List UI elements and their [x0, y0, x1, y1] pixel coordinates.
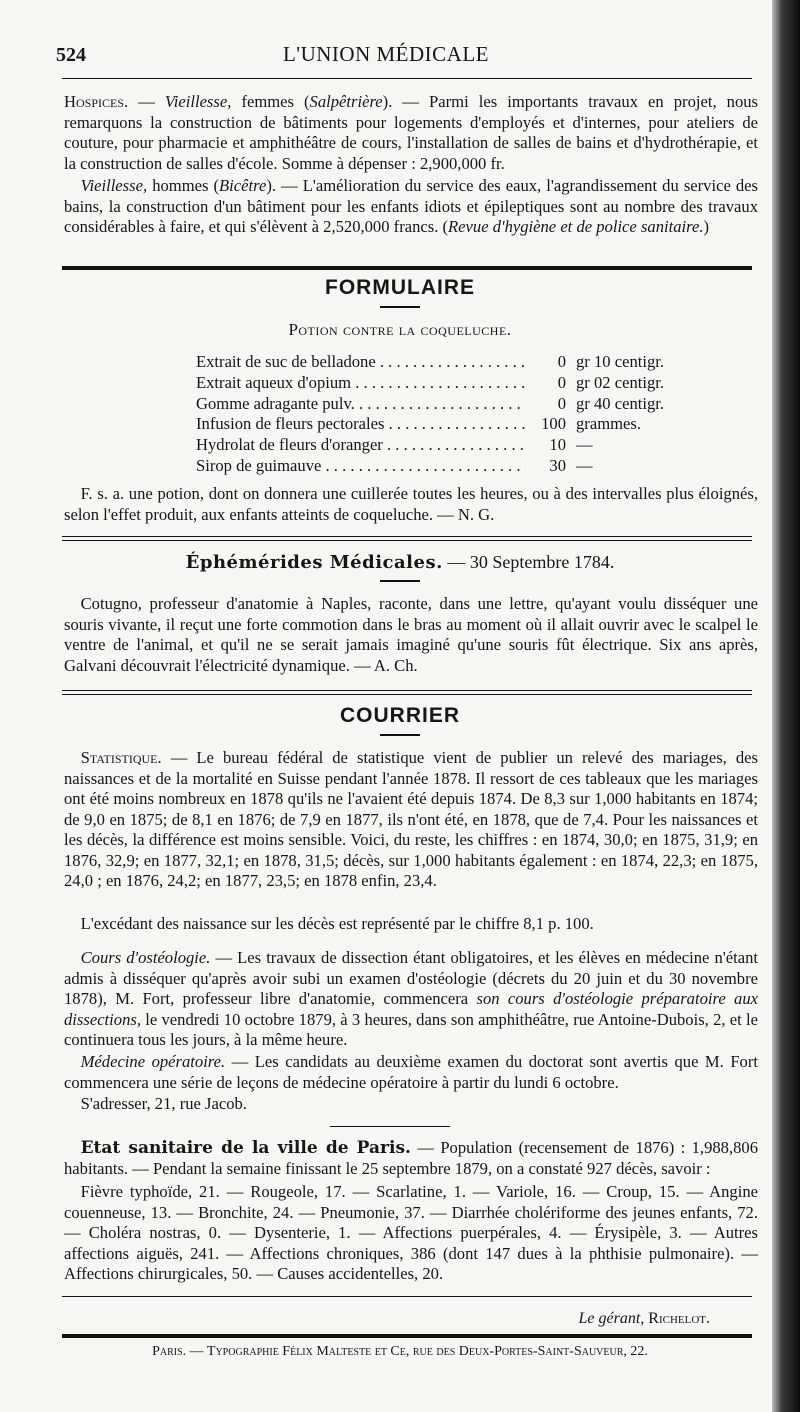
- hospices-place-men: Bicêtre: [219, 176, 267, 195]
- osteologie-text-b: le vendredi 10 octobre 1879, à 3 heures, dans son amphithéâtre, rue Antoine-Dubois, 2, et le continuera tous les jours, à la même heure.: [64, 1009, 758, 1049]
- hospices-source: Revue d'hygiène et de police sanitaire.: [448, 217, 704, 236]
- ingredient-row: [196, 352, 666, 373]
- hospices-text-men-b: ). — L'amélioration du service des eaux, l'agrandissement du service des bains, la construction d'un bâtiment pour les enfants idiots et épileptiques sont au nombre des travaux considérables à faire, et qui s'élèvent à 2,520,000 francs. (: [64, 176, 758, 236]
- medecine-operatoire-address: [64, 1094, 758, 1115]
- ephemerides-text: Cotugno, professeur d'anatomie à Naples, raconte, dans une lettre, qu'ayant voulu disséquer une souris vivante, il reçut une forte commotion dans le bras au moment où il allait ouvrir avec le scalpel le ventre de l'animal, et qu'il ne se serait jamais imaginé qu'une souris fût électrique. Six ans après, Galvani découvrait l'électricité dynamique. — A. Ch.: [64, 594, 758, 675]
- ingredient-unit: —: [576, 455, 593, 475]
- ephemerides-date: — 30 Septembre 1784.: [447, 552, 615, 572]
- ingredient-unit: grammes.: [576, 414, 641, 434]
- osteologie-label: Cours d'ostéologie.: [80, 948, 211, 967]
- ingredient-row: [196, 394, 666, 415]
- osteologie-paragraph: [64, 948, 758, 1051]
- ingredient-qty: 0: [557, 393, 566, 413]
- ingredient-name: Gomme adragante pulv. . . .: [196, 394, 526, 415]
- etat-sanitaire-causes: [64, 1182, 758, 1285]
- formulaire-instructions-text: F. s. a. une potion, dont on donnera une cuillerée toutes les heures, ou à des intervalles plus éloignés, selon l'effet produit, aux enfants atteints de coqueluche. — N. G.: [64, 484, 758, 524]
- etat-sanitaire-text: — Population (recensement de 1876) : 1,988,806 habitants. — Pendant la semaine finissant le 25 septembre 1879, on a constaté 927 décès, savoir :: [64, 1138, 759, 1178]
- ingredient-name: Extrait de suc de belladone . . .: [196, 352, 526, 373]
- hospices-text-women-a: femmes (: [241, 92, 310, 111]
- footer-rule-bottom: [62, 1334, 752, 1338]
- courrier-title: COURRIER: [339, 704, 460, 727]
- ingredient-qty: 0: [557, 352, 566, 371]
- hospices-label: Hospices.: [64, 92, 129, 111]
- ephemerides-title: Éphémérides Médicales.: [185, 552, 443, 573]
- formulaire-subtitle: Potion contre la coqueluche.: [288, 320, 512, 339]
- hospices-text-women-b: ). — Parmi les importants travaux en projet, nous remarquons la construction de bâtiments pour logements d'employés et d'internes, pour ateliers de couture, pour pharmacie et amphithéâtre de cours, l'installation de salles de bains et d'hydrothérapie, et la construction de salles d'école. Somme à dépenser : 2,900,000 fr.: [64, 92, 759, 173]
- statistique-excedant: [64, 914, 758, 935]
- hospices-paragraph-men: [64, 176, 758, 238]
- ingredient-row: [196, 414, 666, 435]
- page-number: 524: [56, 44, 86, 66]
- ingredient-name: Extrait aqueux d'opium . . .: [196, 373, 526, 394]
- courrier-rule-top: [62, 690, 752, 695]
- prescription-list: [196, 352, 666, 477]
- statistique-paragraph: [64, 748, 758, 892]
- osteologie-course: son cours d'ostéologie préparatoire aux dissections,: [64, 989, 758, 1029]
- signature: [579, 1310, 711, 1328]
- ingredient-row: [196, 435, 666, 456]
- ephemerides-paragraph: [64, 594, 758, 676]
- formulaire-rule-top: [62, 266, 752, 270]
- ephemerides-heading: [0, 552, 800, 573]
- header-rule: [62, 78, 752, 79]
- etat-rule: [330, 1126, 450, 1127]
- ingredient-qty: 100: [541, 414, 566, 434]
- medecine-operatoire-label: Médecine opératoire.: [80, 1052, 226, 1071]
- ephemerides-rule-top: [62, 536, 752, 541]
- footer-rule-top: [62, 1296, 752, 1297]
- etat-sanitaire-causes-text: Fièvre typhoïde, 21. — Rougeole, 17. — Scarlatine, 1. — Variole, 16. — Croup, 15. — Angine couenneuse, 13. — Bronchite, 24. — Pneumonie, 37. — Diarrhée cholériforme des jeunes enfants, 72. — Choléra nostras, 0. — Dysenterie, 1. — Affections puerpérales, 4. — Érysipèle, 3. — Autres affections aiguës, 241. — Affections chroniques, 386 (dont 147 dues à la phthisie pulmonaire). — Affections chirurgicales, 50. — Causes accidentelles, 20.: [64, 1182, 758, 1283]
- ingredient-unit: gr 40 centigr.: [576, 393, 665, 413]
- signature-name: Richelot.: [648, 1310, 710, 1327]
- ingredient-qty: 10: [549, 435, 566, 455]
- ingredient-row: [196, 456, 666, 477]
- ephemerides-title-rule: [380, 580, 420, 582]
- statistique-label: Statistique.: [80, 748, 162, 767]
- hospices-subject-men: Vieillesse,: [80, 176, 148, 195]
- etat-sanitaire-paragraph: [64, 1138, 758, 1179]
- osteologie-text-a: — Les travaux de dissection étant obligatoires, et les élèves en médecine n'étant admis à disséquer qu'après avoir subi un examen d'ostéologie (décrets du 20 juin et du 30 novembre 1878), M. Fort, professeur libre d'anatomie, commencera: [64, 948, 758, 1008]
- ingredient-unit: gr 02 centigr.: [576, 372, 665, 392]
- imprint: Paris. — Typographie Félix Malteste et Ce, rue des Deux-Portes-Saint-Sauveur, 22.: [152, 1344, 648, 1359]
- hospices-subject-women: Vieillesse,: [164, 92, 232, 111]
- ingredient-qty: 30: [549, 455, 566, 475]
- hospices-text-men-c: ): [703, 217, 710, 236]
- ingredient-name: Hydrolat de fleurs d'oranger . . .: [196, 435, 526, 456]
- statistique-text: — Le bureau fédéral de statistique vient de publier un relevé des mariages, des naissances et de la mortalité en Suisse pendant l'année 1878. Il ressort de ces tableaux que les mariages ont été moins nombreux en 1878 qu'ils ne l'avaient été depuis 1874. De 8,3 sur 1,000 habitants en 1874; de 9,0 en 1875; de 8,1 en 1876; de 7,9 en 1877, ils n'ont été, en 1878, que de 7,4. Pour les naissances et les décès, la différence est moins sensible. Voici, du reste, les chiffres : en 1874, 30,0; en 1875, 31,9; en 1876, 32,9; en 1877, 32,1; en 1878, 31,5; décès, sur 1,000 habitants également : en 1874, 22,3; en 1875, 24,0 ; en 1876, 24,2; en 1877, 23,5; en 1878 enfin, 23,4.: [64, 748, 758, 890]
- formulaire-instructions: [64, 484, 758, 525]
- ingredient-name: Sirop de guimauve . . .: [196, 456, 526, 477]
- medecine-operatoire-paragraph: [64, 1052, 758, 1093]
- hospices-place-women: Salpêtrière: [309, 92, 383, 111]
- medecine-operatoire-text: — Les candidats au deuxième examen du doctorat sont avertis que M. Fort commencera une série de leçons de médecine opératoire à partir du lundi 6 octobre.: [64, 1052, 758, 1092]
- ingredient-unit: gr 10 centigr.: [576, 352, 665, 371]
- formulaire-title: FORMULAIRE: [325, 276, 475, 299]
- ingredient-unit: —: [576, 435, 593, 455]
- hospices-text-men-a: hommes (: [152, 176, 220, 195]
- formulaire-title-rule: [380, 306, 420, 308]
- statistique-excedant-text: L'excédant des naissance sur les décès est représenté par le chiffre 8,1 p. 100.: [80, 914, 594, 933]
- medecine-operatoire-address-text: S'adresser, 21, rue Jacob.: [80, 1094, 247, 1113]
- etat-sanitaire-title: Etat sanitaire de la ville de Paris.: [80, 1138, 411, 1158]
- ingredient-row: [196, 373, 666, 394]
- hospices-paragraph-women: Hospices. — Vieillesse, femmes (Salpêtrière). — Parmi les importants travaux en projet, nous remarquons la construction de bâtiments pour logements d'employés et d'internes, pour ateliers de couture, pour pharmacie et amphithéâtre de cours, l'installation de salles de bains et d'hydrothérapie, et la construction de salles d'école. Somme à dépenser : 2,900,000 fr.: [64, 92, 759, 173]
- running-head: L'UNION MÉDICALE: [282, 42, 489, 66]
- ingredient-qty: 0: [557, 372, 566, 392]
- signature-label: Le gérant,: [578, 1310, 645, 1327]
- courrier-title-rule: [380, 734, 420, 736]
- ingredient-name: Infusion de fleurs pectorales . . .: [196, 414, 526, 435]
